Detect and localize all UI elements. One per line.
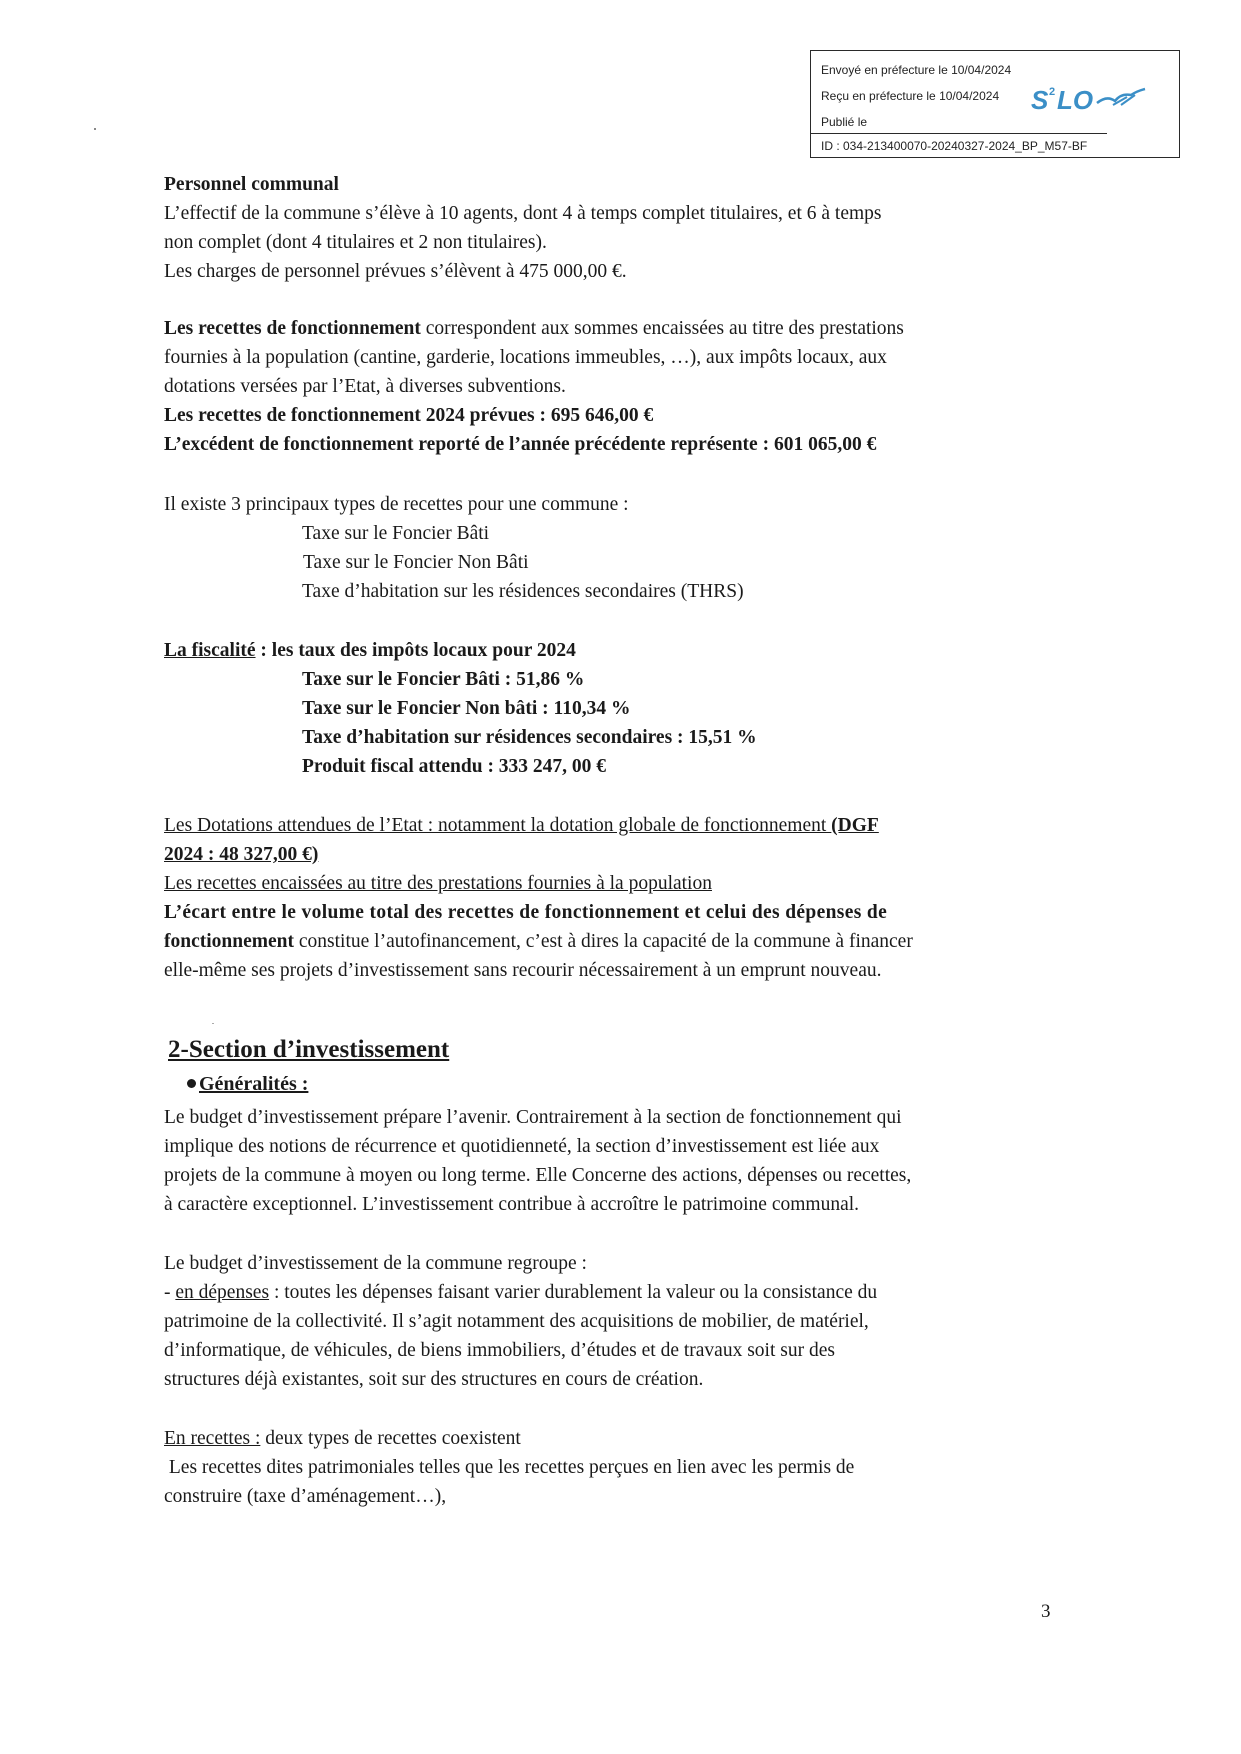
- fiscalite-label: La fiscalité: [164, 640, 256, 661]
- recettes-bold-lead: Les recettes de fonctionnement: [164, 318, 421, 339]
- invest-paragraph-line: à caractère exceptionnel. L’investissement contribue à accroître le patrimoine communal.: [164, 1194, 860, 1215]
- dotations-dgf: (DGF: [831, 815, 879, 836]
- ecart-line: [164, 927, 913, 957]
- recettes-paragraph-line: fournies à la population (cantine, garderie, locations immeubles, …), aux impôts locaux, aux: [164, 347, 887, 368]
- ecart-rest: constitue l’autofinancement, c’est à dires la capacité de la commune à financer: [294, 931, 913, 952]
- recettes-paragraph-line: dotations versées par l’Etat, à diverses subventions.: [164, 376, 566, 397]
- recettes-invest-line: Les recettes dites patrimoniales telles que les recettes perçues en lien avec les permis de: [164, 1457, 855, 1478]
- stamp-published: Publié le: [821, 115, 868, 129]
- excedent-reporte: L’excédent de fonctionnement reporté de l’année précédente représente : 601 065,00 €: [164, 434, 877, 455]
- invest-paragraph-line: projets de la commune à moyen ou long terme. Elle Concerne des actions, dépenses ou recettes,: [164, 1165, 912, 1186]
- bullet-icon: [187, 1079, 196, 1088]
- page-number: 3: [1041, 1601, 1051, 1622]
- type-item: Taxe sur le Foncier Bâti: [302, 523, 490, 544]
- recettes-invest-line: construire (taxe d’aménagement…),: [164, 1486, 447, 1507]
- recettes-paragraph-line: [164, 314, 904, 344]
- invest-paragraph-line: Le budget d’investissement prépare l’avenir. Contrairement à la section de fonctionnement qui: [164, 1107, 902, 1128]
- type-item: Taxe d’habitation sur les résidences secondaires (THRS): [302, 581, 744, 602]
- prestations-line: Les recettes encaissées au titre des prestations fournies à la population: [164, 873, 712, 894]
- ecart-line: L’écart entre le volume total des recettes de fonctionnement et celui des dépenses de: [164, 902, 888, 923]
- subsection-label: Généralités :: [199, 1073, 309, 1095]
- ecart-bold: fonctionnement: [164, 931, 294, 952]
- scan-speck: [94, 128, 96, 130]
- personnel-title: Personnel communal: [164, 174, 339, 195]
- depenses-line: [164, 1278, 877, 1308]
- fiscalite-heading: [164, 636, 576, 666]
- dotations-amount: 2024 : 48 327,00 €): [164, 844, 319, 865]
- depenses-label: en dépenses: [175, 1282, 270, 1303]
- personnel-line: Les charges de personnel prévues s’élèvent à 475 000,00 €.: [164, 261, 627, 282]
- fiscalite-item: Taxe sur le Foncier Non bâti : 110,34 %: [302, 698, 631, 719]
- recettes-invest-line: [164, 1424, 521, 1454]
- stamp-id: ID : 034-213400070-20240327-2024_BP_M57-BF: [821, 139, 1088, 153]
- depenses-line: d’informatique, de véhicules, de biens immobiliers, d’études et de travaux soit sur des: [164, 1340, 835, 1361]
- type-item: Taxe sur le Foncier Non Bâti: [303, 552, 529, 573]
- svg-text:S: S: [1031, 85, 1049, 115]
- fiscalite-item: Taxe d’habitation sur résidences secondaires : 15,51 %: [302, 727, 757, 748]
- depenses-line: patrimoine de la collectivité. Il s’agit notamment des acquisitions de mobilier, de matériel,: [164, 1311, 869, 1332]
- invest-paragraph-line: implique des notions de récurrence et quotidienneté, la section d’investissement est liée aux: [164, 1136, 880, 1157]
- stamp-sent: Envoyé en préfecture le 10/04/2024: [821, 63, 1012, 77]
- dotations-line: [164, 811, 879, 841]
- depenses-line: structures déjà existantes, soit sur des structures en cours de création.: [164, 1369, 704, 1390]
- ecart-line: elle-même ses projets d’investissement sans recourir nécessairement à un emprunt nouveau.: [164, 960, 882, 981]
- scan-speck: [212, 1023, 214, 1024]
- personnel-line: L’effectif de la commune s’élève à 10 agents, dont 4 à temps complet titulaires, et 6 à temps: [164, 203, 882, 224]
- types-intro: Il existe 3 principaux types de recettes pour une commune :: [164, 494, 629, 515]
- recettes-prevues: Les recettes de fonctionnement 2024 prévues : 695 646,00 €: [164, 405, 654, 426]
- stamp-received: Reçu en préfecture le 10/04/2024: [821, 89, 1000, 103]
- dotations-text: Les Dotations attendues de l’Etat : notamment la dotation globale de fonctionnement: [164, 815, 832, 836]
- prefecture-stamp: [810, 50, 1180, 158]
- svg-text:LO: LO: [1057, 85, 1094, 115]
- recettes-invest-label: En recettes :: [164, 1428, 261, 1449]
- subsection-title: [187, 1073, 308, 1096]
- s2lo-logo-icon: [1027, 81, 1147, 115]
- fiscalite-sep: :: [255, 640, 272, 661]
- depenses-dash: -: [164, 1282, 176, 1303]
- recettes-invest-rest: deux types de recettes coexistent: [260, 1428, 521, 1449]
- invest-intro: Le budget d’investissement de la commune regroupe :: [164, 1253, 587, 1274]
- fiscalite-item: Produit fiscal attendu : 333 247, 00 €: [302, 756, 607, 777]
- depenses-rest: : toutes les dépenses faisant varier durablement la valeur ou la consistance du: [269, 1282, 878, 1303]
- fiscalite-head: les taux des impôts locaux pour 2024: [271, 640, 576, 661]
- recettes-rest: correspondent aux sommes encaissées au titre des prestations: [420, 318, 904, 339]
- section-title: 2-Section d’investissement: [168, 1036, 450, 1063]
- personnel-line: non complet (dont 4 titulaires et 2 non titulaires).: [164, 232, 547, 253]
- fiscalite-item: Taxe sur le Foncier Bâti : 51,86 %: [302, 669, 585, 690]
- svg-text:2: 2: [1049, 86, 1056, 98]
